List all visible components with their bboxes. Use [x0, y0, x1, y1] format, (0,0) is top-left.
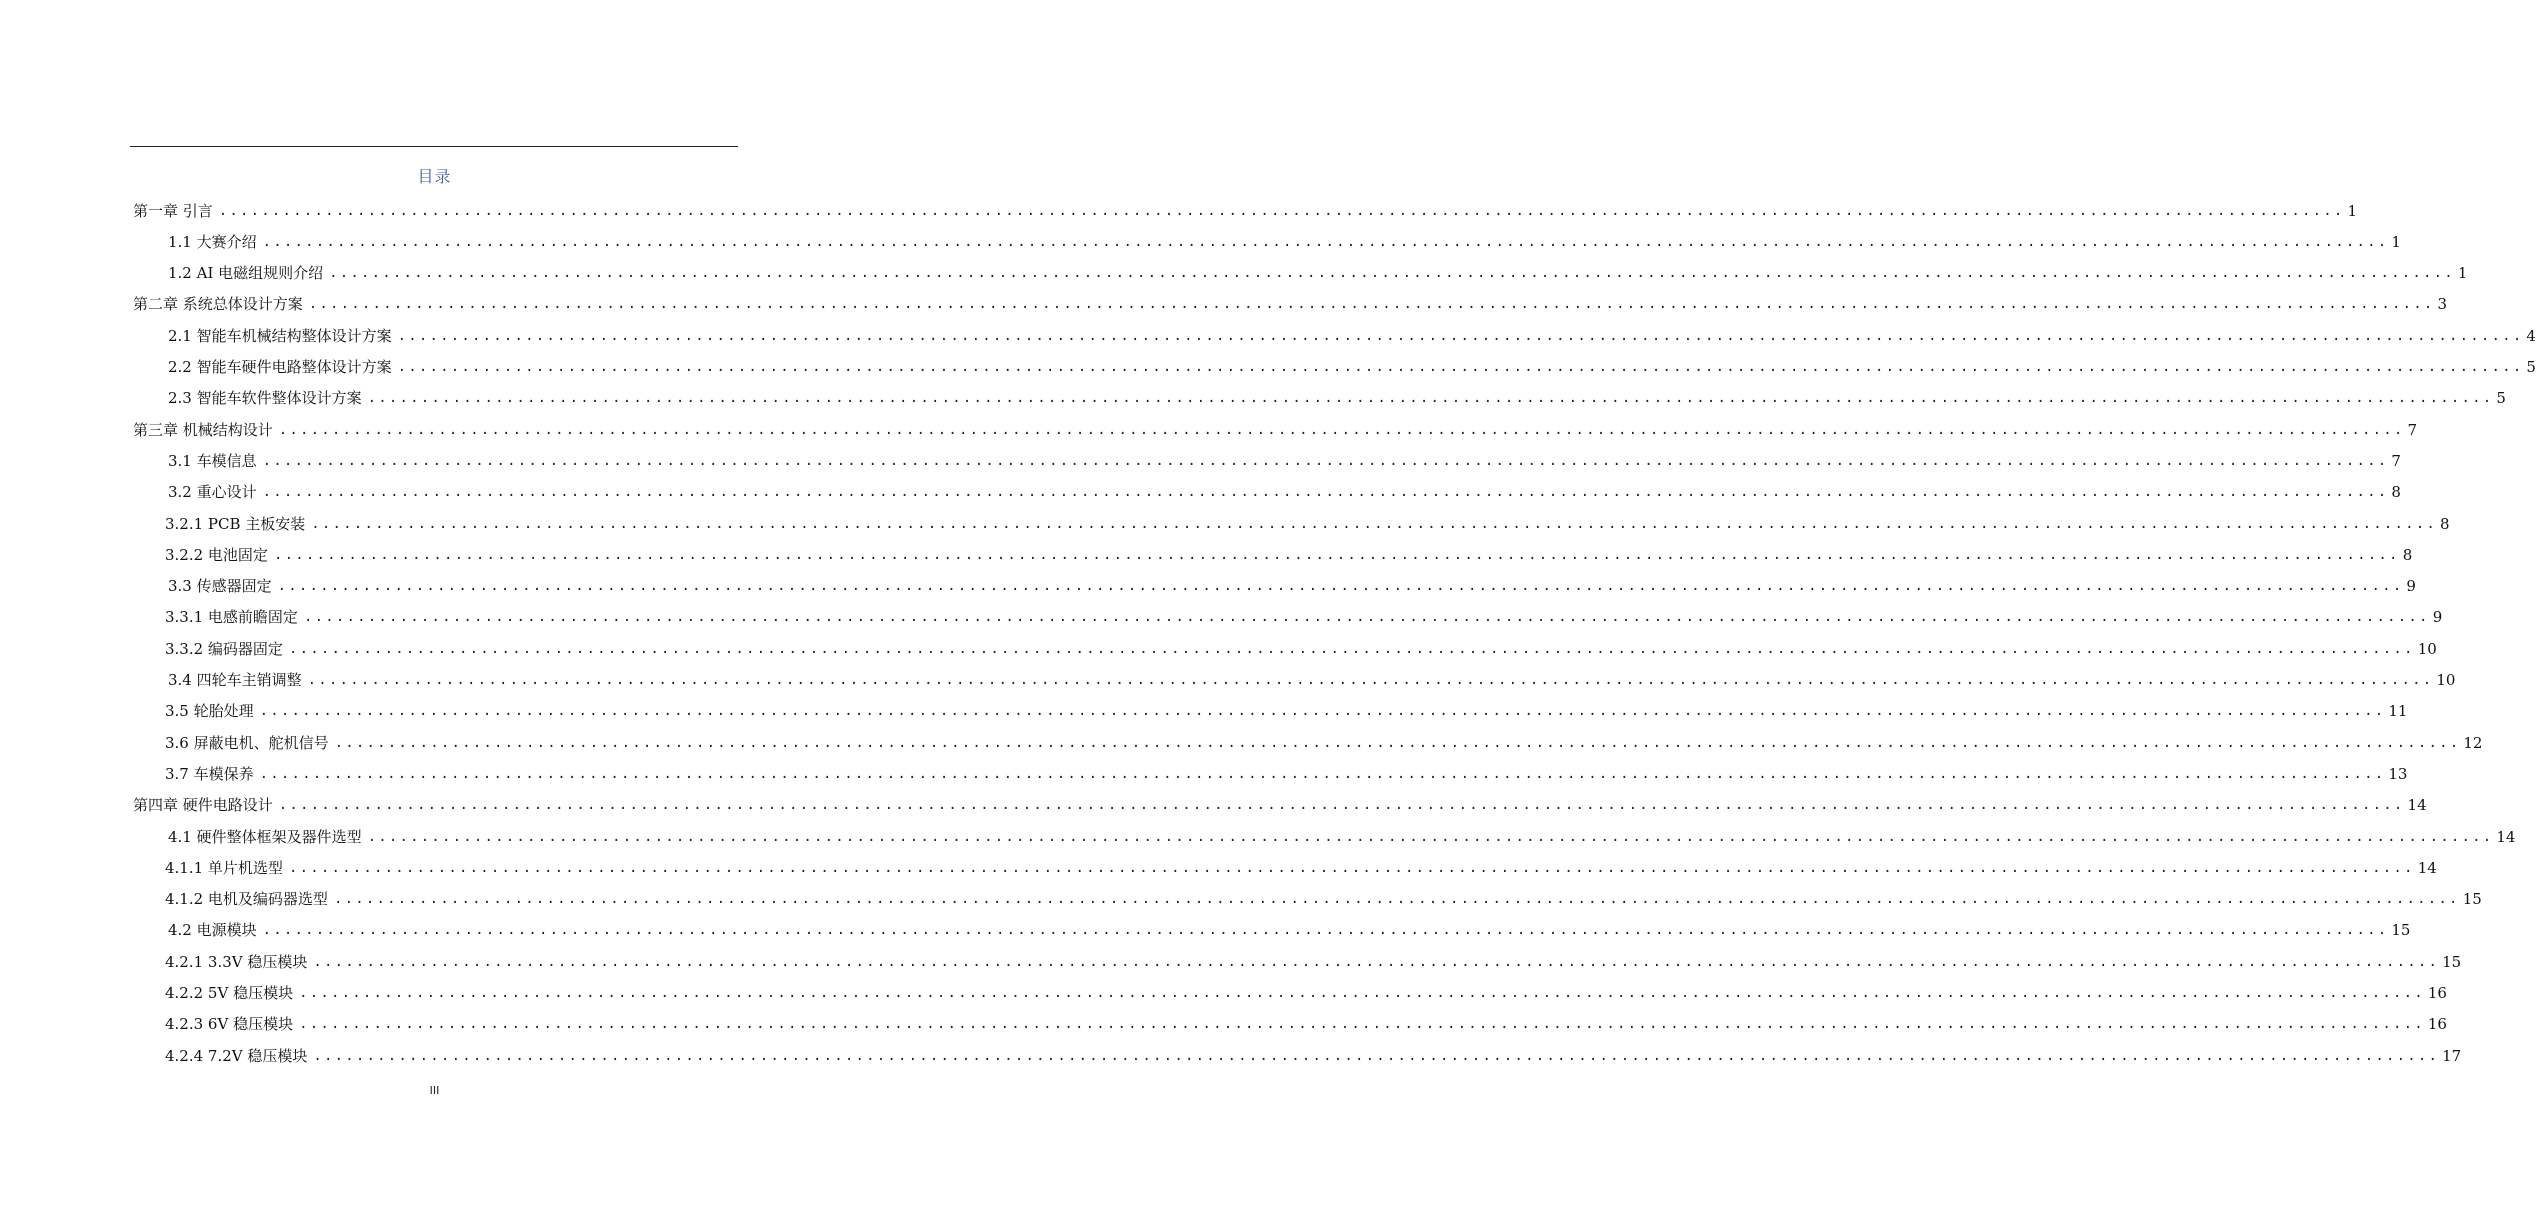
toc-entry-page: 15 — [2462, 890, 2482, 909]
toc-entry-label: 3.5 轮胎处理 — [165, 702, 254, 721]
toc-entry-page: 4 — [2526, 326, 2536, 345]
toc-entry[interactable] — [165, 539, 2413, 570]
toc-entry-label: 2.2 智能车硬件电路整体设计方案 — [168, 358, 392, 376]
toc-dot-leader: ........................................................................................................................................................................................................ — [277, 578, 2404, 595]
toc-entry[interactable] — [165, 508, 2450, 539]
toc-entry[interactable] — [165, 1040, 2462, 1071]
toc-dot-leader: ........................................................................................................................................................................................................ — [313, 1047, 2440, 1064]
toc-entry-page: 1 — [2347, 201, 2358, 220]
toc-entry[interactable] — [165, 946, 2462, 977]
toc-entry-page: 1 — [2391, 232, 2401, 251]
toc-entry-page: 7 — [2407, 420, 2418, 439]
toc-entry-label: 第四章 硬件电路设计 — [133, 796, 273, 815]
toc-entry[interactable] — [133, 414, 2418, 445]
toc-entry[interactable] — [133, 289, 2448, 320]
toc-entry[interactable] — [168, 320, 2536, 351]
header-rule — [130, 146, 738, 147]
toc-dot-leader: ........................................................................................................................................................................................................ — [367, 390, 2494, 407]
toc-entry[interactable] — [165, 727, 2483, 758]
toc-entry[interactable] — [168, 821, 2516, 852]
toc-entry-page: 14 — [2417, 858, 2437, 877]
toc-entry-label: 3.3 传感器固定 — [168, 577, 272, 596]
toc-dot-leader: ........................................................................................................................................................................................................ — [299, 985, 2425, 1001]
toc-entry[interactable] — [168, 383, 2506, 414]
toc-entry-page: 10 — [2436, 671, 2456, 689]
toc-entry[interactable] — [165, 978, 2447, 1009]
toc-entry-label: 3.1 车模信息 — [168, 451, 257, 470]
toc-dot-leader: ........................................................................................................................................................................................................ — [259, 703, 2386, 720]
toc-entry-label: 4.1.1 单片机选型 — [165, 858, 283, 877]
toc-entry[interactable] — [165, 696, 2408, 727]
toc-entry-page: 5 — [2496, 389, 2506, 408]
toc-entry-label: 4.2.2 5V 稳压模块 — [165, 984, 294, 1002]
toc-entry-page: 8 — [2440, 514, 2450, 533]
toc-entry-label: 2.1 智能车机械结构整体设计方案 — [168, 326, 392, 345]
toc-entry[interactable] — [168, 445, 2401, 476]
toc-entry[interactable] — [168, 226, 2401, 257]
page-number: III — [429, 1084, 440, 1097]
toc-dot-leader: ........................................................................................................................................................................................................ — [299, 1016, 2425, 1033]
toc-entry[interactable] — [165, 852, 2437, 883]
toc-entry-page: 15 — [2442, 952, 2462, 971]
toc-entry-page: 13 — [2388, 764, 2408, 783]
toc-entry-label: 1.1 大赛介绍 — [168, 232, 257, 251]
toc-dot-leader: ........................................................................................................................................................................................................ — [303, 609, 2430, 626]
toc-dot-leader: ........................................................................................................................................................................................................ — [262, 484, 2389, 501]
toc-entry-label: 3.7 车模保养 — [165, 764, 254, 783]
toc-entry-page: 9 — [2432, 608, 2443, 627]
toc-entry-label: 3.2 重心设计 — [168, 483, 257, 502]
toc-entry[interactable] — [165, 1009, 2447, 1040]
toc-entry-page: 1 — [2457, 264, 2468, 283]
toc-entry-label: 3.2.1 PCB 主板安装 — [165, 514, 306, 533]
toc-dot-leader: ........................................................................................................................................................................................................ — [307, 672, 2434, 688]
toc-entry-label: 3.3.1 电感前瞻固定 — [165, 608, 298, 627]
toc-dot-leader: ........................................................................................................................................................................................................ — [273, 546, 2400, 563]
toc-entry-label: 4.1.2 电机及编码器选型 — [165, 890, 328, 909]
toc-entry-label: 4.2.4 7.2V 稳压模块 — [165, 1046, 308, 1065]
toc-dot-leader: ........................................................................................................................................................................................................ — [262, 233, 2389, 250]
toc-entry-page: 5 — [2526, 358, 2536, 376]
toc-entry-label: 3.3.2 编码器固定 — [165, 639, 283, 658]
toc-entry-label: 3.4 四轮车主销调整 — [168, 671, 302, 689]
toc-entry-label: 3.2.2 电池固定 — [165, 545, 268, 564]
toc-dot-leader: ........................................................................................................................................................................................................ — [329, 265, 2455, 282]
toc-entry-page: 12 — [2463, 733, 2483, 752]
toc-entry-page: 15 — [2391, 921, 2411, 940]
toc-dot-leader: ........................................................................................................................................................................................................ — [397, 359, 2524, 375]
toc-entry-page: 16 — [2427, 1015, 2447, 1034]
toc-entry-label: 4.1 硬件整体框架及器件选型 — [168, 827, 362, 846]
toc-entry[interactable] — [133, 195, 2358, 226]
toc-entry-page: 11 — [2388, 702, 2408, 721]
toc-entry-page: 3 — [2437, 295, 2448, 314]
toc-entry-page: 17 — [2442, 1046, 2462, 1065]
toc-entry-page: 7 — [2391, 451, 2401, 470]
toc-dot-leader: ........................................................................................................................................................................................................ — [333, 891, 2460, 908]
toc-entry-label: 第一章 引言 — [133, 201, 213, 220]
toc-entry-label: 第三章 机械结构设计 — [133, 420, 273, 439]
toc-dot-leader: ........................................................................................................................................................................................................ — [367, 828, 2494, 845]
toc-dot-leader: ........................................................................................................................................................................................................ — [262, 922, 2389, 939]
toc-dot-leader: ........................................................................................................................................................................................................ — [278, 421, 2405, 438]
toc-dot-leader: ........................................................................................................................................................................................................ — [311, 515, 2438, 532]
toc-entry[interactable] — [165, 602, 2443, 633]
toc-entry[interactable] — [165, 884, 2482, 915]
toc-dot-leader: ........................................................................................................................................................................................................ — [308, 296, 2435, 313]
toc-entry-label: 2.3 智能车软件整体设计方案 — [168, 389, 362, 408]
toc-entry-label: 第二章 系统总体设计方案 — [133, 295, 303, 314]
toc-dot-leader: ........................................................................................................................................................................................................ — [262, 452, 2389, 469]
toc-entry-label: 4.2 电源模块 — [168, 921, 257, 940]
toc-entry-page: 10 — [2417, 639, 2437, 658]
toc-dot-leader: ........................................................................................................................................................................................................ — [334, 734, 2461, 751]
toc-title: 目录 — [417, 167, 452, 186]
toc-entry[interactable] — [168, 665, 2456, 696]
toc-dot-leader: ........................................................................................................................................................................................................ — [288, 859, 2415, 876]
toc-entry-label: 3.6 屏蔽电机、舵机信号 — [165, 733, 329, 752]
toc-entry[interactable] — [168, 477, 2401, 508]
toc-entry[interactable] — [165, 758, 2408, 789]
toc-entry-page: 16 — [2427, 984, 2447, 1002]
toc-entry[interactable] — [165, 633, 2437, 664]
toc-dot-leader: ........................................................................................................................................................................................................ — [288, 640, 2415, 657]
toc-dot-leader: ........................................................................................................................................................................................................ — [259, 765, 2386, 782]
toc-entry-page: 14 — [2496, 827, 2516, 846]
toc-entry[interactable] — [133, 790, 2427, 821]
toc-dot-leader: ........................................................................................................................................................................................................ — [278, 797, 2405, 814]
toc-entry[interactable] — [168, 571, 2416, 602]
toc-entry-label: 4.2.3 6V 稳压模块 — [165, 1015, 294, 1034]
toc-dot-leader: ........................................................................................................................................................................................................ — [218, 202, 2345, 219]
toc-entry-label: 4.2.1 3.3V 稳压模块 — [165, 952, 308, 971]
toc-entry-page: 9 — [2406, 577, 2416, 596]
toc-entry-page: 8 — [2391, 483, 2401, 502]
toc-entry-page: 8 — [2402, 545, 2413, 564]
toc-entry[interactable] — [168, 915, 2411, 946]
toc-entry[interactable] — [168, 258, 2468, 289]
toc-dot-leader: ........................................................................................................................................................................................................ — [313, 953, 2440, 970]
toc-entry-label: 1.2 AI 电磁组规则介绍 — [168, 264, 324, 283]
toc-dot-leader: ........................................................................................................................................................................................................ — [397, 327, 2524, 344]
toc-entry-page: 14 — [2407, 796, 2427, 815]
toc-entry[interactable] — [168, 352, 2536, 383]
